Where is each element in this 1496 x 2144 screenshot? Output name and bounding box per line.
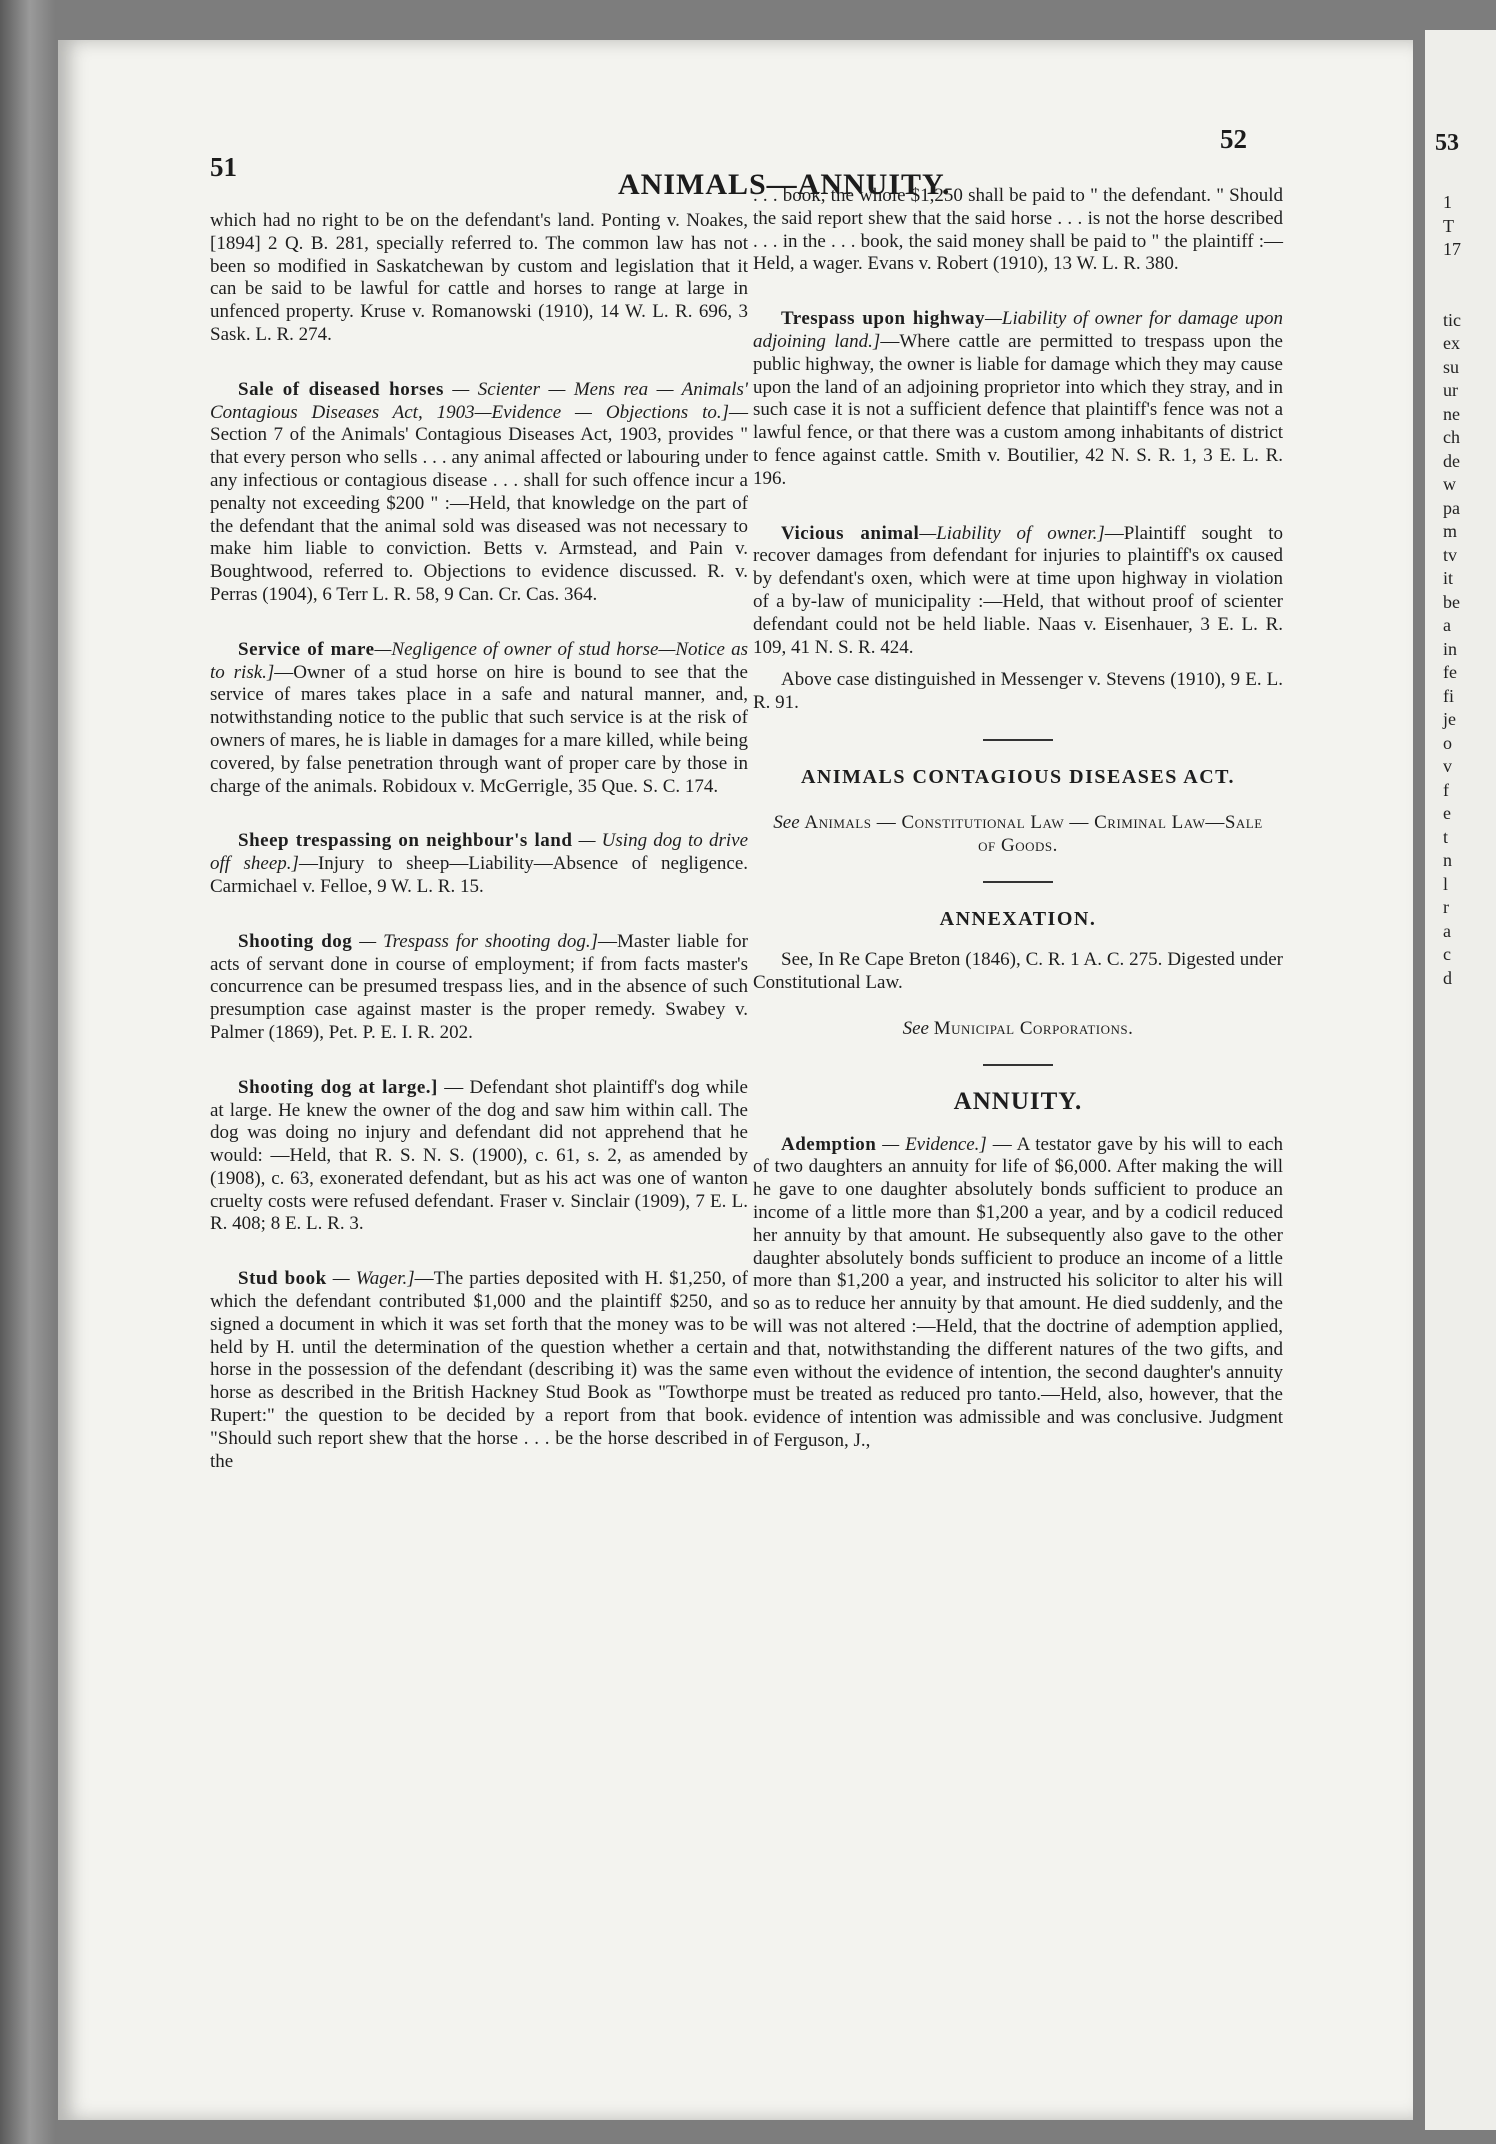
- continuation-paragraph: [753, 185, 1283, 276]
- section-divider: [983, 881, 1053, 883]
- adjacent-page-fragment: v: [1443, 756, 1452, 776]
- digest-entry: [210, 830, 748, 898]
- adjacent-page-fragment: f: [1443, 779, 1449, 800]
- entry-subheading: — Scienter — Mens rea — Animals' Contagious Diseases Act, 1903—Evidence — Objections to.]: [210, 378, 748, 423]
- adjacent-page-fragment: ne: [1443, 403, 1460, 424]
- adjacent-page-fragment: fe: [1443, 662, 1457, 682]
- adjacent-page-fragment: d: [1443, 967, 1452, 988]
- adjacent-page-fragment: tic: [1443, 309, 1461, 330]
- case-note: [753, 669, 1283, 715]
- digest-entry: [210, 931, 748, 1045]
- digest-entry: [210, 1268, 748, 1473]
- entry-subheading: —Liability of owner.]: [919, 522, 1105, 544]
- adjacent-page-fragment: tv: [1443, 544, 1458, 565]
- adjacent-page-fragment: de: [1443, 450, 1460, 471]
- adjacent-page-fragment: n: [1443, 850, 1452, 870]
- section-title-annexation: ANNEXATION.: [939, 907, 1097, 930]
- entry-heading: Shooting dog at large.]: [238, 1076, 438, 1098]
- adjacent-page-fragment: l: [1443, 873, 1449, 894]
- entry-body: —Owner of a stud horse on hire is bound to see that the service of mares takes place in a safe and natural manner, and, notwithstanding notice to the public that such service is at the risk of owners of mares, he is liable in damages for a mare killed, while being covered, by false penetration through want of proper care by those in charge of the animals. Robidoux v. McGerrigle, 35 Que. S. C. 174.: [210, 661, 748, 797]
- cross-reference: [763, 811, 1273, 857]
- section-divider: [983, 739, 1053, 741]
- entry-body: —Section 7 of the Animals' Contagious Diseases Act, 1903, provides " that every person who sells . . . any animal affected or labouring under any infectious or contagious disease . . . shall for such offence incur a penalty not exceeding $200 " :—Held, that knowledge on the part of the defendant that the animal sold was diseased was not necessary to make him liable to conviction. Betts v. Armstead, and Pain v. Boughtwood, referred to. Objections to evidence discussed. R. v. Perras (1904), 6 Terr L. R. 58, 9 Can. Cr. Cas. 364.: [210, 401, 748, 605]
- entry-body: —The parties deposited with H. $1,250, of which the defendant contributed $1,000 and the plaintiff $250, and signed a document in which it was set forth that the money was to be held by H. until the determination of the question whether a certain horse in the possession of the defendant (describing it) was the same horse as described in the British Hackney Stud Book as "Towthorpe Rupert:" the question to be decided by a report from that book. "Should such report shew that the horse . . . be the horse described in the: [210, 1268, 748, 1472]
- book-page: [58, 40, 1413, 2120]
- right-column: [753, 185, 1283, 1453]
- entry-body: Above case distinguished in Messenger v. Stevens (1910), 9 E. L. R. 91.: [753, 669, 1283, 714]
- cross-reference-text: Animals — Constitutional Law — Criminal Law—Sale of Goods.: [804, 811, 1263, 856]
- see-label: See: [773, 811, 800, 833]
- section-title-contagious-diseases: ANIMALS CONTAGIOUS DISEASES ACT.: [800, 765, 1235, 788]
- adjacent-page-fragment: t: [1443, 826, 1449, 847]
- entry-subheading: — Evidence.]: [876, 1133, 987, 1155]
- entry-heading: Sale of diseased horses: [238, 378, 444, 400]
- right-page-number: 52: [1220, 124, 1247, 154]
- entry-body: — Defendant shot plaintiff's dog while at large. He knew the owner of the dog and saw him within call. The dog was doing no injury and defendant did not apprehend that he would: —Held, that R. S. N. S. (1900), c. 61, s. 2, as amended by (1908), c. 63, exonerated defendant, but as his act was one of wanton cruelty costs were refused defendant. Fraser v. Sinclair (1909), 7 E. L. R. 408; 8 E. L. R. 3.: [210, 1076, 748, 1235]
- adjacent-page-fragment: a: [1443, 920, 1451, 941]
- adjacent-page-fragment: a: [1443, 615, 1451, 635]
- entry-body: —Injury to sheep—Liability—Absence of negligence. Carmichael v. Felloe, 9 W. L. R. 15.: [210, 853, 748, 897]
- entry-body: —Plaintiff sought to recover damages from defendant for injuries to plaintiff's ox caused by defendant's oxen, which were at time upon highway in violation of a by-law of municipality :—Held, that without proof of scienter defendant could not be held liable. Naas v. Eisenhauer, 3 E. L. R. 109, 41 N. S. R. 424.: [753, 522, 1283, 658]
- entry-subheading: — Wager.]: [326, 1268, 415, 1290]
- entry-body: which had no right to be on the defendant's land. Ponting v. Noakes, [1894] 2 Q. B. 281, specially referred to. The common law has not been so modified in Saskatchewan by custom and legislation that it can be said to be lawful for cattle and horses to range at large in unfenced property. Kruse v. Romanowski (1910), 14 W. L. R. 696, 3 Sask. L. R. 274.: [210, 210, 748, 345]
- running-head: ANIMALS—ANNUITY.: [618, 168, 951, 201]
- digest-entry: [753, 1134, 1283, 1453]
- cross-reference: [763, 1017, 1273, 1040]
- adjacent-page-fragment: m: [1443, 521, 1458, 541]
- section-divider: [983, 1064, 1053, 1066]
- entry-body: —Master liable for acts of servant done in course of employment; if from facts master's concurrence can be presumed trespass lies, and in the absence of such presumption case against master is the proper remedy. Swabey v. Palmer (1869), Pet. P. E. I. R. 202.: [210, 930, 748, 1043]
- entry-heading: Trespass upon highway: [781, 308, 986, 330]
- adjacent-page-fragment: ex: [1443, 333, 1460, 353]
- entry-heading: Stud book: [238, 1268, 327, 1290]
- entry-body: —Where cattle are permitted to trespass upon the public highway, the owner is liable for damage which they may cause upon the land of an adjoining proprietor into which they stray, and in such case it is not a sufficient defence that plaintiff's fence was not a lawful fence, or that there was a custom among inhabitants of district to fence against cattle. Smith v. Boutilier, 42 N. S. R. 1, 3 E. L. R. 196.: [753, 330, 1283, 489]
- adjacent-page-fragment: T: [1443, 215, 1454, 236]
- annexation-entry: See, In Re Cape Breton (1846), C. R. 1 A. C. 275. Digested under Constitutional Law.: [753, 948, 1283, 993]
- adjacent-page-fragment: in: [1443, 638, 1458, 659]
- adjacent-page-fragment: c: [1443, 944, 1451, 964]
- adjacent-page-fragment: ch: [1443, 427, 1460, 447]
- entry-body: . . . book, the whole $1,250 shall be paid to " the defendant. " Should the said report shew that the said horse . . . is not the horse described . . . in the . . . book, the said money shall be paid to " the plaintiff :—Held, a wager. Evans v. Robert (1910), 13 W. L. R. 380.: [753, 185, 1283, 275]
- adjacent-page-fragment: o: [1443, 732, 1452, 753]
- digest-entry: [753, 523, 1283, 660]
- entry-heading: Ademption: [781, 1133, 877, 1155]
- entry-heading: Vicious animal: [781, 522, 920, 544]
- adjacent-page-fragment: fi: [1443, 685, 1454, 706]
- digest-entry: [210, 1077, 748, 1237]
- left-column: [210, 210, 748, 1473]
- entry-heading: Service of mare: [238, 638, 375, 660]
- digest-entry: [210, 639, 748, 799]
- adjacent-page-fragment: 1: [1443, 192, 1452, 212]
- entry-subheading: — Using dog to drive off sheep.]: [210, 830, 749, 875]
- adjacent-page-fragment: su: [1443, 356, 1460, 377]
- entry-subheading: — Trespass for shooting dog.]: [352, 930, 598, 952]
- adjacent-page-fragment: pa: [1443, 497, 1460, 518]
- left-page-number: 51: [210, 152, 237, 182]
- digest-entry: [210, 379, 748, 607]
- adjacent-page-fragment: w: [1443, 474, 1456, 494]
- adjacent-page-fragment: ur: [1443, 380, 1458, 400]
- adjacent-page-fragment: je: [1443, 709, 1456, 729]
- entry-body: — A testator gave by his will to each of two daughters an annuity for life of $6,000. After making the will he gave to one daughter absolutely bonds sufficient to produce an income of a little more than $1,200 a year, and by a codicil reduced her annuity by that amount. He subsequently also gave to the other daughter absolutely bonds sufficient to produce an income of a little more than $1,200 a year, and instructed his solicitor to alter his will so as to reduce her annuity by that amount. He died suddenly, and the will was not altered :—Held, that the doctrine of ademption applied, and that, notwithstanding the different natures of the two gifts, and even without the evidence of intention, the second daughter's annuity must be treated as reduced pro tanto.—Held, also, however, that the evidence of intention was admissible and was conclusive. Judgment of Ferguson, J.,: [753, 1133, 1283, 1451]
- adjacent-page-fragment: e: [1443, 803, 1451, 823]
- adjacent-page-fragment: 17: [1443, 239, 1461, 259]
- continuation-paragraph: [210, 210, 748, 347]
- adjacent-page-fragment: it: [1443, 568, 1454, 588]
- section-title-annuity: ANNUITY.: [953, 1087, 1083, 1115]
- entry-heading: Shooting dog: [238, 930, 353, 952]
- adjacent-page-number: 53: [1435, 130, 1459, 156]
- entry-subheading: —Negligence of owner of stud horse—Notice as to risk.]: [210, 638, 748, 683]
- entry-heading: Sheep trespassing on neighbour's land: [238, 830, 573, 852]
- adjacent-page-edge: [1425, 30, 1496, 2130]
- adjacent-page-fragment: r: [1443, 897, 1449, 917]
- entry-subheading: —Liability of owner for damage upon adjoining land.]: [753, 308, 1283, 352]
- adjacent-page-fragment: be: [1443, 591, 1460, 612]
- cross-reference-text: Municipal Corporations.: [933, 1017, 1134, 1039]
- see-label: See: [902, 1017, 929, 1039]
- digest-entry: [753, 308, 1283, 490]
